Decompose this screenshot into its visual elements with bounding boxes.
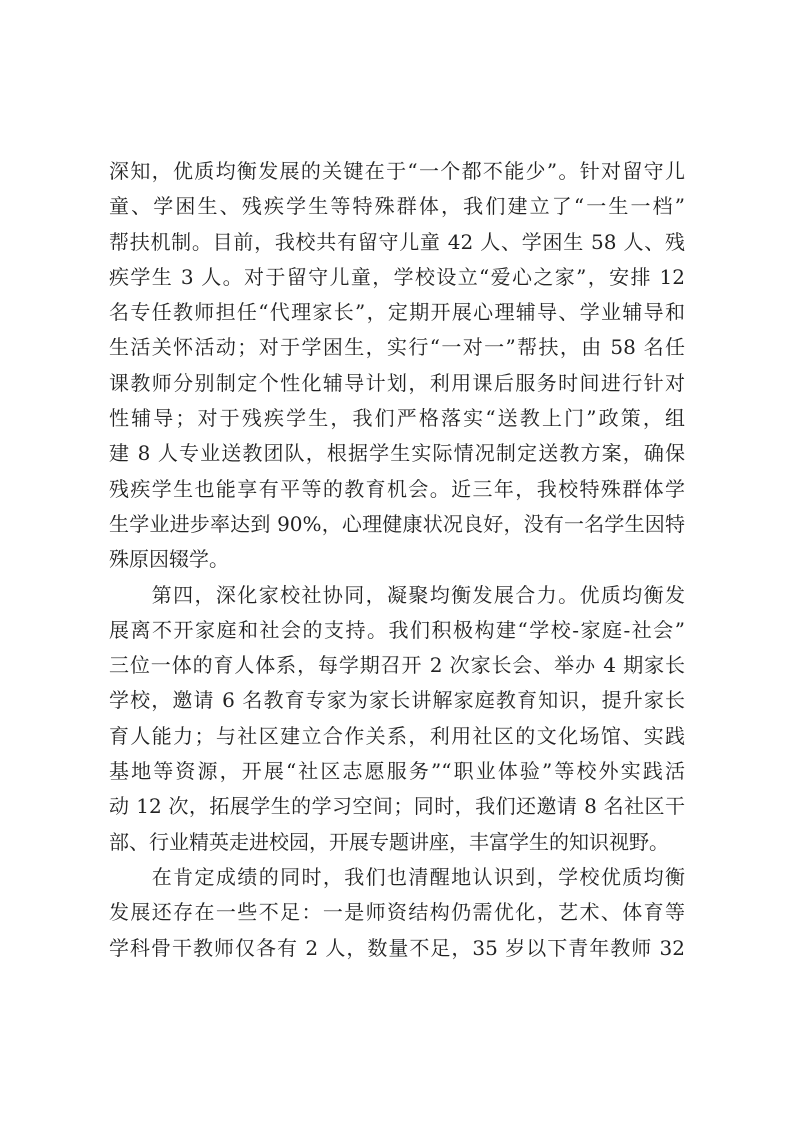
text-line: 展离不开家庭和社会的支持。我们积极构建“学校-家庭-社会”: [109, 617, 685, 642]
text-line: 课教师分别制定个性化辅导计划，利用课后服务时间进行针对: [109, 370, 685, 395]
text-line: 殊原因辍学。: [109, 547, 229, 572]
text-line: 疾学生 3 人。对于留守儿童，学校设立“爱心之家”，安排 12: [109, 264, 685, 289]
text-line: 第四，深化家校社协同，凝聚均衡发展合力。优质均衡发: [109, 582, 685, 607]
text-line: 学校，邀请 6 名教育专家为家长讲解家庭教育知识，提升家长: [109, 688, 685, 713]
text-line: 育人能力；与社区建立合作关系，利用社区的文化场馆、实践: [109, 723, 685, 748]
text-line: 残疾学生也能享有平等的教育机会。近三年，我校特殊群体学: [109, 476, 685, 501]
text-line: 童、学困生、残疾学生等特殊群体，我们建立了“一生一档”: [109, 194, 685, 219]
text-line: 动 12 次，拓展学生的学习空间；同时，我们还邀请 8 名社区干: [109, 794, 685, 819]
text-line: 生学业进步率达到 90%，心理健康状况良好，没有一名学生因特: [109, 511, 685, 536]
text-line: 基地等资源，开展“社区志愿服务”“职业体验”等校外实践活: [109, 759, 685, 784]
text-line: 性辅导；对于残疾学生，我们严格落实“送教上门”政策，组: [109, 406, 685, 431]
text-line: 发展还存在一些不足：一是师资结构仍需优化，艺术、体育等: [109, 900, 685, 925]
text-line: 名专任教师担任“代理家长”，定期开展心理辅导、学业辅导和: [109, 300, 685, 325]
text-line: 帮扶机制。目前，我校共有留守儿童 42 人、学困生 58 人、残: [109, 229, 685, 254]
text-line: 学科骨干教师仅各有 2 人，数量不足，35 岁以下青年教师 32: [109, 935, 685, 960]
document-body: [109, 154, 685, 966]
text-line: 建 8 人专业送教团队，根据学生实际情况制定送教方案，确保: [109, 441, 685, 466]
text-line: 生活关怀活动；对于学困生，实行“一对一”帮扶，由 58 名任: [109, 335, 685, 360]
text-line: 三位一体的育人体系，每学期召开 2 次家长会、举办 4 期家长: [109, 653, 685, 678]
text-line: 在肯定成绩的同时，我们也清醒地认识到，学校优质均衡: [109, 864, 685, 889]
text-line: 深知，优质均衡发展的关键在于“一个都不能少”。针对留守儿: [109, 159, 685, 183]
text-line: 部、行业精英走进校园，开展专题讲座，丰富学生的知识视野。: [109, 829, 669, 854]
